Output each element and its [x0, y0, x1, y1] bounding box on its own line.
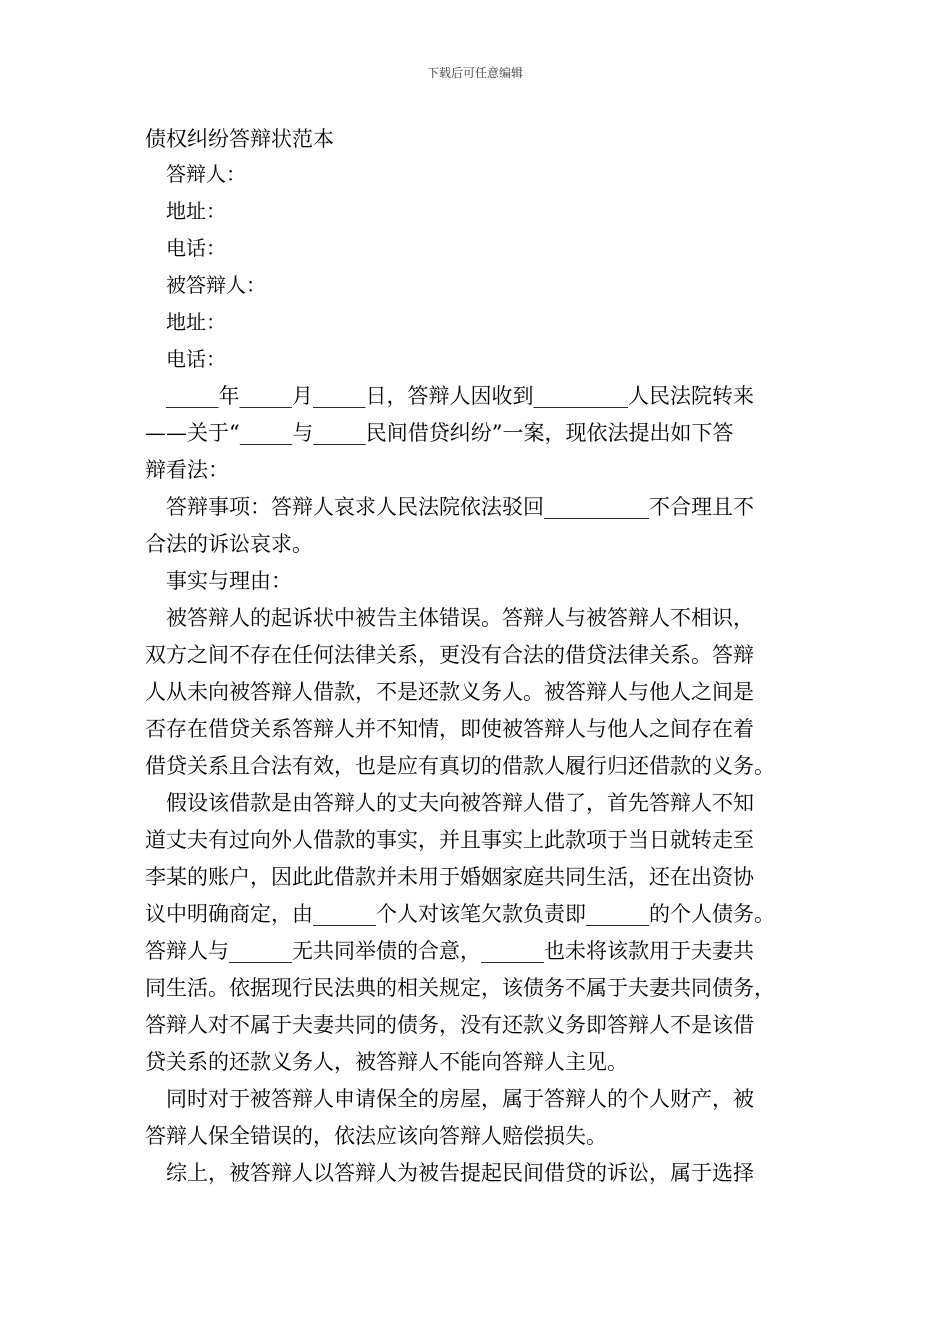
plaintiff-address-field: 地址：: [166, 310, 226, 334]
paragraph-line: _____年_____月_____日，答辩人因收到_________人民法院转来: [166, 384, 754, 408]
document-title: 债权纠纷答辩状范本: [145, 127, 334, 151]
paragraph-line: 假设该借款是由答辩人的丈夫向被答辩人借了，首先答辩人不知: [166, 791, 754, 815]
paragraph-line: 道丈夫有过向外人借款的事实，并且事实上此款项于当日就转走至: [145, 828, 754, 852]
paragraph-line: ——关于“_____与_____民间借贷纠纷”一案，现依法提出如下答: [145, 421, 734, 445]
document-body: [145, 122, 805, 1192]
paragraph-line: 议中明确商定，由______个人对该笔欠款负责即______的个人债务。: [145, 902, 775, 926]
section-heading: 事实与理由：: [166, 569, 292, 593]
plaintiff-phone-field: 电话：: [166, 347, 226, 371]
respondent-phone-field: 电话：: [166, 236, 226, 260]
paragraph-line: 双方之间不存在任何法律关系，更没有合法的借贷法律关系。答辩: [145, 643, 754, 667]
paragraph-line: 否存在借贷关系答辩人并不知情，即使被答辩人与他人之间存在着: [145, 717, 754, 741]
paragraph-line: 被答辩人的起诉状中被告主体错误。答辩人与被答辩人不相识，: [166, 606, 754, 630]
paragraph-line: 答辩事项：答辩人哀求人民法院依法驳回__________不合理且不: [166, 495, 754, 519]
paragraph-line: 同生活。依据现行民法典的相关规定，该债务不属于夫妻共同债务，: [145, 976, 775, 1000]
paragraph-line: 辩看法：: [145, 458, 229, 482]
paragraph-line: 合法的诉讼哀求。: [145, 532, 313, 556]
paragraph-line: 答辩人保全错误的，依法应该向答辩人赔偿损失。: [145, 1124, 607, 1148]
paragraph-line: 李某的账户，因此此借款并未用于婚姻家庭共同生活，还在出资协: [145, 865, 754, 889]
paragraph-line: 借贷关系且合法有效，也是应有真切的借款人履行归还借款的义务。: [145, 754, 775, 778]
paragraph-line: 答辩人与______无共同举债的合意，______也未将该款用于夫妻共: [145, 939, 754, 963]
page-header-note: 下载后可任意编辑: [426, 66, 523, 80]
paragraph-line: 综上，被答辩人以答辩人为被告提起民间借贷的诉讼，属于选择: [166, 1161, 754, 1185]
paragraph-line: 答辩人对不属于夫妻共同的债务，没有还款义务即答辩人不是该借: [145, 1013, 754, 1037]
paragraph-line: 同时对于被答辩人申请保全的房屋，属于答辩人的个人财产，被: [166, 1087, 754, 1111]
respondent-address-field: 地址：: [166, 199, 226, 223]
paragraph-line: 贷关系的还款义务人，被答辩人不能向答辩人主见。: [145, 1050, 628, 1074]
paragraph-line: 人从未向被答辩人借款，不是还款义务人。被答辩人与他人之间是: [145, 680, 754, 704]
plaintiff-field: 被答辩人：: [166, 273, 266, 297]
respondent-field: 答辩人：: [166, 162, 246, 186]
